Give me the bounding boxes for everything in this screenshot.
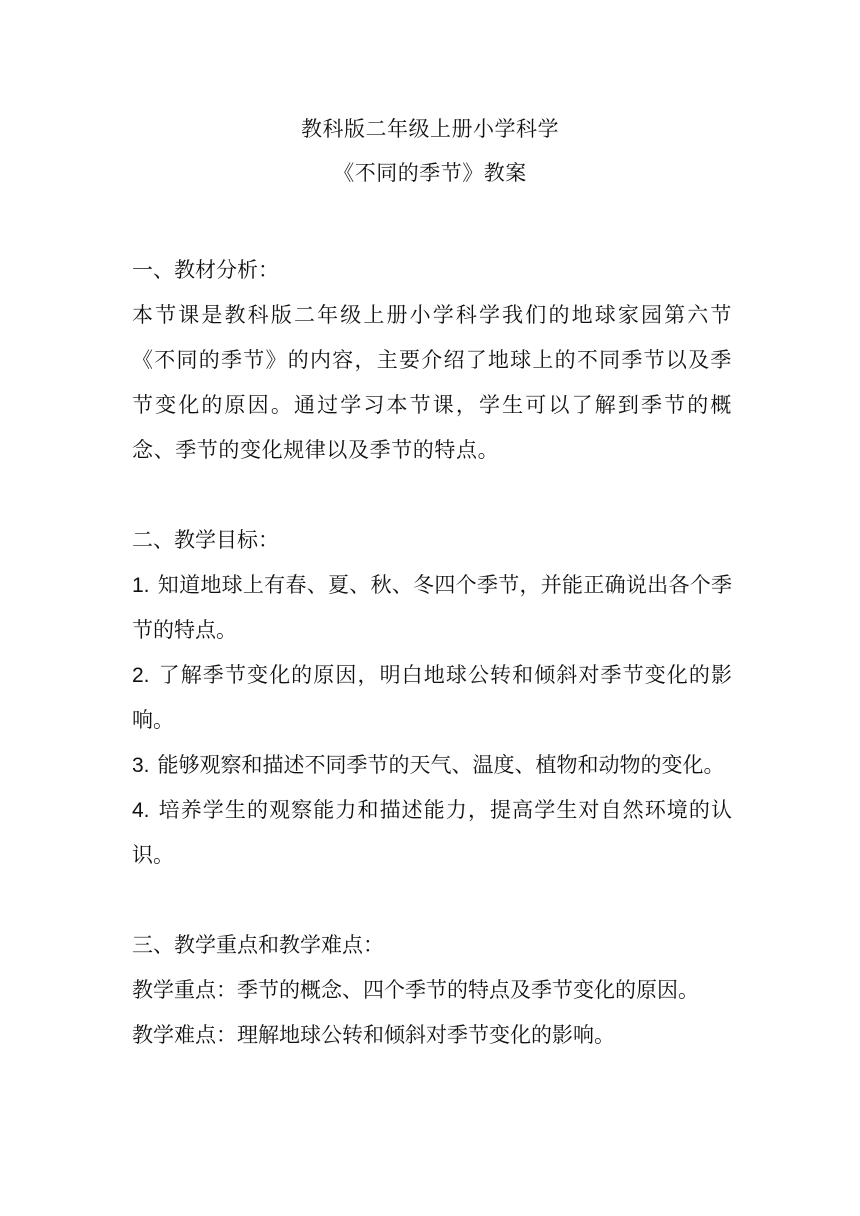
goal-number: 2. bbox=[132, 664, 150, 687]
goal-text: 培养学生的观察能力和描述能力，提高学生对自然环境的认识。 bbox=[132, 798, 732, 867]
goal-item-2 bbox=[132, 653, 732, 743]
paragraph-gap bbox=[132, 878, 732, 923]
goal-item-4 bbox=[132, 788, 732, 878]
textbook-analysis-paragraph: 本节课是教科版二年级上册小学科学我们的地球家园第六节《不同的季节》的内容，主要介绍了地球上的不同季节以及季节变化的原因。通过学习本节课，学生可以了解到季节的概念、季节的变化规律以及季节的特点。 bbox=[132, 303, 732, 462]
goal-text: 能够观察和描述不同季节的天气、温度、植物和动物的变化。 bbox=[157, 753, 725, 777]
goal-number: 1. bbox=[132, 574, 150, 597]
section-heading-key-and-difficult-points: 三、教学重点和教学难点： bbox=[132, 933, 384, 957]
difficult-point-line: 教学难点：理解地球公转和倾斜对季节变化的影响。 bbox=[132, 1023, 615, 1047]
document-subtitle: 《不同的季节》教案 bbox=[333, 161, 527, 185]
section-heading-teaching-goals: 二、教学目标： bbox=[132, 528, 279, 552]
goal-item-1 bbox=[132, 563, 732, 653]
goal-text: 知道地球上有春、夏、秋、冬四个季节，并能正确说出各个季节的特点。 bbox=[132, 573, 732, 642]
section-heading-textbook-analysis: 一、教材分析： bbox=[132, 258, 279, 282]
document-body bbox=[132, 248, 732, 1058]
goal-item-3 bbox=[132, 743, 732, 788]
goal-number: 4. bbox=[132, 799, 150, 822]
goal-text: 了解季节变化的原因，明白地球公转和倾斜对季节变化的影响。 bbox=[132, 663, 732, 732]
key-point-line: 教学重点：季节的概念、四个季节的特点及季节变化的原因。 bbox=[132, 978, 699, 1002]
paragraph-gap bbox=[132, 473, 732, 518]
document-title: 教科版二年级上册小学科学 bbox=[301, 117, 559, 141]
goal-number: 3. bbox=[132, 754, 150, 777]
